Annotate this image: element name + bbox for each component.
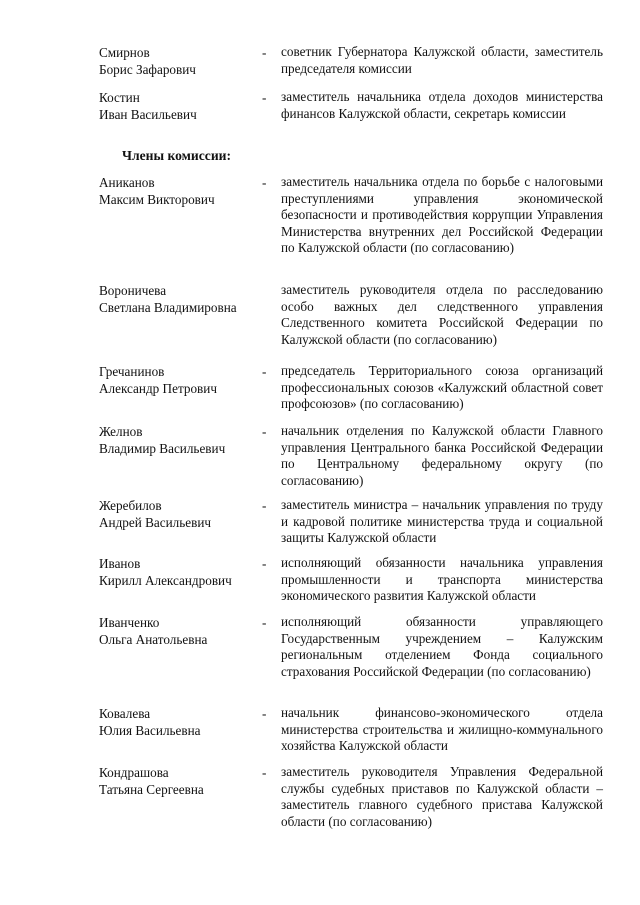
given-names: Андрей Васильевич <box>99 515 212 530</box>
member-name <box>99 614 259 648</box>
given-names: Татьяна Сергеевна <box>99 782 204 797</box>
position-text: заместитель руководителя отдела по расследованию особо важных дел следственного управления Следственного комитета Российской Федерации по Калужской области (по согласованию) <box>281 282 603 347</box>
member-name <box>99 282 259 316</box>
member-name <box>99 764 259 798</box>
given-names: Борис Зафарович <box>99 62 196 77</box>
position-text: заместитель руководителя Управления Федеральной службы судебных приставов по Калужской области – заместитель главного судебного пристава Калужской области (по согласованию) <box>281 764 603 829</box>
position-text: заместитель начальника отдела доходов министерства финансов Калужской области, секретарь комиссии <box>281 89 603 121</box>
dash: - <box>262 706 267 721</box>
member-name <box>99 363 259 397</box>
surname: Жеребилов <box>99 498 162 513</box>
position-text: исполняющий обязанности начальника управления промышленности и транспорта министерства экономического развития Калужской области <box>281 555 603 604</box>
surname: Гречанинов <box>99 364 165 379</box>
given-names: Иван Васильевич <box>99 107 197 122</box>
position-text: советник Губернатора Калужской области, заместитель председателя комиссии <box>281 44 603 76</box>
given-names: Ольга Анатольевна <box>99 632 208 647</box>
surname: Смирнов <box>99 45 150 60</box>
dash: - <box>262 364 267 379</box>
position-text: заместитель министра – начальник управления по труду и кадровой политике министерства труда и социальной защиты Калужской области <box>281 497 603 546</box>
member-name <box>99 89 259 123</box>
surname: Кондрашова <box>99 765 169 780</box>
given-names: Кирилл Александрович <box>99 573 232 588</box>
dash: - <box>262 45 267 60</box>
dash: - <box>262 556 267 571</box>
section-title: Члены комиссии: <box>122 148 232 163</box>
member-name <box>99 44 259 78</box>
dash: - <box>262 90 267 105</box>
surname: Иванченко <box>99 615 160 630</box>
position-text: председатель Территориального союза организаций профессиональных союзов «Калужский областной совет профсоюзов» (по согласованию) <box>281 363 603 412</box>
member-name <box>99 423 259 457</box>
position-text: начальник отделения по Калужской области Главного управления Центрального банка Российской Федерации по Центральному федеральному округу (по согласованию) <box>281 423 603 488</box>
dash: - <box>262 175 267 190</box>
dash: - <box>262 765 267 780</box>
surname: Вороничева <box>99 283 167 298</box>
member-name <box>99 555 259 589</box>
surname: Костин <box>99 90 140 105</box>
surname: Иванов <box>99 556 141 571</box>
position-text: начальник финансово-экономического отдела министерства строительства и жилищно-коммунального хозяйства Калужской области <box>281 705 603 754</box>
given-names: Александр Петрович <box>99 381 217 396</box>
surname: Желнов <box>99 424 143 439</box>
surname: Ковалева <box>99 706 151 721</box>
member-name <box>99 705 259 739</box>
surname: Аниканов <box>99 175 155 190</box>
position-text: исполняющий обязанности управляющего Государственным учреждением – Калужским региональным отделением Фонда социального страхования Российской Федерации (по согласованию) <box>281 614 603 679</box>
given-names: Светлана Владимировна <box>99 300 237 315</box>
dash: - <box>262 424 267 439</box>
member-name <box>99 497 259 531</box>
given-names: Максим Викторович <box>99 192 215 207</box>
position-text: заместитель начальника отдела по борьбе с налоговыми преступлениями управления экономической безопасности и противодействия коррупции Управления Министерства внутренних дел Российской Федерации по Калужской области (по согласованию) <box>281 174 603 256</box>
dash: - <box>262 498 267 513</box>
dash: - <box>262 615 267 630</box>
member-name <box>99 174 259 208</box>
given-names: Владимир Васильевич <box>99 441 226 456</box>
given-names: Юлия Васильевна <box>99 723 201 738</box>
